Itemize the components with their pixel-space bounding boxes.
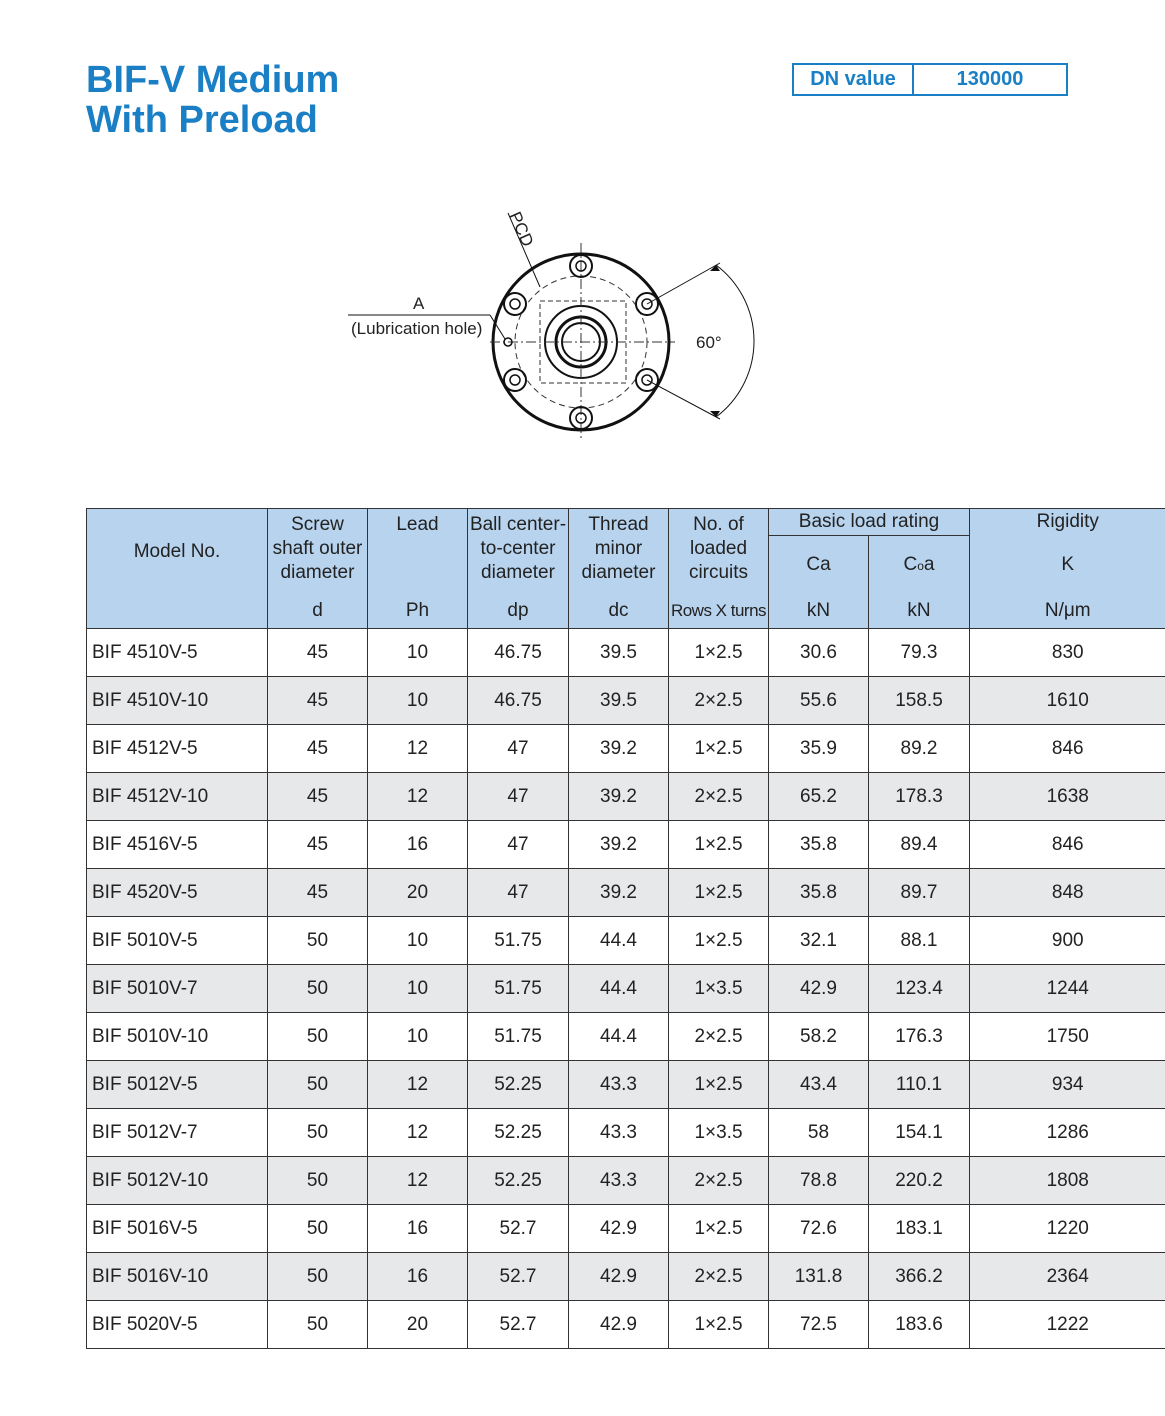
coa-cell: 89.2 <box>869 725 970 773</box>
unit-ca: kN <box>769 594 869 629</box>
coa-cell: 366.2 <box>869 1253 970 1301</box>
rigidity-cell: 1808 <box>970 1157 1165 1205</box>
model-cell: BIF 4510V-10 <box>87 677 268 725</box>
rigidity-cell: 2364 <box>970 1253 1165 1301</box>
angle-leg-lower <box>647 380 720 419</box>
circuits-cell: 1×2.5 <box>669 629 769 677</box>
lead-cell: 16 <box>368 1205 468 1253</box>
shaft-diameter-cell: 45 <box>268 725 368 773</box>
circuits-cell: 2×2.5 <box>669 1253 769 1301</box>
coa-cell: 154.1 <box>869 1109 970 1157</box>
circuits-cell: 2×2.5 <box>669 1013 769 1061</box>
circuits-cell: 1×3.5 <box>669 1109 769 1157</box>
table-row <box>87 821 1165 869</box>
ball-diameter-cell: 52.7 <box>468 1301 569 1349</box>
header-rigidity-k: K <box>970 536 1165 595</box>
circuits-cell: 2×2.5 <box>669 1157 769 1205</box>
unit-dp: dp <box>468 594 569 629</box>
header-thread-diameter: Thread minor diameter <box>569 509 669 595</box>
ball-diameter-cell: 52.7 <box>468 1253 569 1301</box>
coa-cell: 89.7 <box>869 869 970 917</box>
header-lead: Lead <box>368 509 468 595</box>
ca-cell: 32.1 <box>769 917 869 965</box>
header-ca: Ca <box>769 536 869 595</box>
ball-diameter-cell: 51.75 <box>468 965 569 1013</box>
model-cell: BIF 5020V-5 <box>87 1301 268 1349</box>
rigidity-cell: 830 <box>970 629 1165 677</box>
coa-cell: 88.1 <box>869 917 970 965</box>
shaft-diameter-cell: 50 <box>268 1061 368 1109</box>
unit-dc: dc <box>569 594 669 629</box>
ball-diameter-cell: 47 <box>468 725 569 773</box>
lead-cell: 12 <box>368 1157 468 1205</box>
shaft-diameter-cell: 50 <box>268 1205 368 1253</box>
angle-leg-upper <box>647 263 720 304</box>
lubrication-hole-label: (Lubrication hole) <box>351 319 483 338</box>
table-row <box>87 725 1165 773</box>
circuits-cell: 1×2.5 <box>669 821 769 869</box>
ball-diameter-cell: 46.75 <box>468 629 569 677</box>
thread-diameter-cell: 39.2 <box>569 725 669 773</box>
spec-table <box>86 508 1165 1349</box>
shaft-diameter-cell: 50 <box>268 1301 368 1349</box>
bolt-hole-lower-left <box>504 369 526 391</box>
lead-cell: 16 <box>368 821 468 869</box>
ca-cell: 72.6 <box>769 1205 869 1253</box>
table-row <box>87 1013 1165 1061</box>
ball-diameter-cell: 52.25 <box>468 1109 569 1157</box>
shaft-diameter-cell: 50 <box>268 1013 368 1061</box>
model-cell: BIF 4512V-5 <box>87 725 268 773</box>
model-cell: BIF 5012V-10 <box>87 1157 268 1205</box>
table-row <box>87 677 1165 725</box>
ca-cell: 43.4 <box>769 1061 869 1109</box>
table-row <box>87 1205 1165 1253</box>
lead-cell: 12 <box>368 1109 468 1157</box>
unit-coa: kN <box>869 594 970 629</box>
table-row <box>87 869 1165 917</box>
thread-diameter-cell: 44.4 <box>569 917 669 965</box>
shaft-diameter-cell: 50 <box>268 1157 368 1205</box>
table-row <box>87 773 1165 821</box>
ca-cell: 35.8 <box>769 821 869 869</box>
circuits-cell: 1×3.5 <box>669 965 769 1013</box>
thread-diameter-cell: 44.4 <box>569 1013 669 1061</box>
thread-diameter-cell: 39.2 <box>569 821 669 869</box>
model-cell: BIF 4512V-10 <box>87 773 268 821</box>
thread-diameter-cell: 42.9 <box>569 1253 669 1301</box>
unit-d: d <box>268 594 368 629</box>
title-line-1: BIF-V Medium <box>86 59 340 101</box>
model-cell: BIF 4510V-5 <box>87 629 268 677</box>
ca-cell: 35.8 <box>769 869 869 917</box>
circuits-cell: 1×2.5 <box>669 1301 769 1349</box>
header-load-rating: Basic load rating <box>769 509 970 536</box>
ca-cell: 58 <box>769 1109 869 1157</box>
ball-diameter-cell: 51.75 <box>468 917 569 965</box>
shaft-diameter-cell: 50 <box>268 1253 368 1301</box>
header-screw-diameter: Screw shaft outer diameter <box>268 509 368 595</box>
shaft-diameter-cell: 45 <box>268 773 368 821</box>
ca-cell: 72.5 <box>769 1301 869 1349</box>
lead-cell: 10 <box>368 917 468 965</box>
pcd-label: PCD <box>505 208 538 250</box>
coa-cell: 176.3 <box>869 1013 970 1061</box>
table-row <box>87 1109 1165 1157</box>
coa-cell: 79.3 <box>869 629 970 677</box>
a-label: A <box>413 294 425 313</box>
shaft-diameter-cell: 45 <box>268 629 368 677</box>
unit-model <box>87 594 268 629</box>
rigidity-cell: 900 <box>970 917 1165 965</box>
rigidity-cell: 846 <box>970 725 1165 773</box>
rigidity-cell: 848 <box>970 869 1165 917</box>
unit-rows-turns: Rows X turns <box>669 594 769 629</box>
thread-diameter-cell: 39.2 <box>569 869 669 917</box>
circuits-cell: 1×2.5 <box>669 1061 769 1109</box>
lead-cell: 12 <box>368 773 468 821</box>
header-coa: Coa <box>869 536 970 595</box>
thread-diameter-cell: 39.5 <box>569 677 669 725</box>
ball-diameter-cell: 52.7 <box>468 1205 569 1253</box>
lead-cell: 20 <box>368 869 468 917</box>
coa-cell: 220.2 <box>869 1157 970 1205</box>
coa-cell: 183.1 <box>869 1205 970 1253</box>
coa-cell: 89.4 <box>869 821 970 869</box>
table-row <box>87 1301 1165 1349</box>
shaft-diameter-cell: 50 <box>268 965 368 1013</box>
ball-diameter-cell: 52.25 <box>468 1157 569 1205</box>
ball-diameter-cell: 51.75 <box>468 1013 569 1061</box>
header-ball-diameter: Ball center- to-center diameter <box>468 509 569 595</box>
bolt-hole-upper-left <box>504 293 526 315</box>
lead-cell: 10 <box>368 677 468 725</box>
table-row <box>87 629 1165 677</box>
model-cell: BIF 5016V-10 <box>87 1253 268 1301</box>
lead-cell: 16 <box>368 1253 468 1301</box>
ca-cell: 42.9 <box>769 965 869 1013</box>
circuits-cell: 1×2.5 <box>669 869 769 917</box>
circuits-cell: 2×2.5 <box>669 773 769 821</box>
rigidity-cell: 1750 <box>970 1013 1165 1061</box>
header-rigidity: Rigidity <box>970 509 1165 536</box>
ball-diameter-cell: 47 <box>468 773 569 821</box>
shaft-diameter-cell: 45 <box>268 869 368 917</box>
unit-rigidity: N/μm <box>970 594 1165 629</box>
flange-diagram <box>340 205 760 445</box>
ca-cell: 58.2 <box>769 1013 869 1061</box>
ca-cell: 65.2 <box>769 773 869 821</box>
model-cell: BIF 5010V-7 <box>87 965 268 1013</box>
ca-cell: 78.8 <box>769 1157 869 1205</box>
lead-cell: 20 <box>368 1301 468 1349</box>
rigidity-cell: 1610 <box>970 677 1165 725</box>
table-row <box>87 965 1165 1013</box>
circuits-cell: 1×2.5 <box>669 725 769 773</box>
table-row <box>87 1061 1165 1109</box>
table-row <box>87 1253 1165 1301</box>
ca-cell: 35.9 <box>769 725 869 773</box>
shaft-diameter-cell: 50 <box>268 917 368 965</box>
model-cell: BIF 5010V-5 <box>87 917 268 965</box>
thread-diameter-cell: 44.4 <box>569 965 669 1013</box>
shaft-diameter-cell: 45 <box>268 677 368 725</box>
rigidity-cell: 1244 <box>970 965 1165 1013</box>
thread-diameter-cell: 43.3 <box>569 1061 669 1109</box>
ball-diameter-cell: 47 <box>468 869 569 917</box>
rigidity-cell: 1638 <box>970 773 1165 821</box>
unit-ph: Ph <box>368 594 468 629</box>
model-cell: BIF 4520V-5 <box>87 869 268 917</box>
shaft-diameter-cell: 45 <box>268 821 368 869</box>
circuits-cell: 2×2.5 <box>669 677 769 725</box>
shaft-diameter-cell: 50 <box>268 1109 368 1157</box>
flange-drawing <box>340 205 760 445</box>
header-circuits: No. of loaded circuits <box>669 509 769 595</box>
rigidity-cell: 1222 <box>970 1301 1165 1349</box>
lead-cell: 10 <box>368 1013 468 1061</box>
circuits-cell: 1×2.5 <box>669 917 769 965</box>
table-header <box>87 509 1165 629</box>
model-cell: BIF 5012V-5 <box>87 1061 268 1109</box>
table-row <box>87 917 1165 965</box>
model-cell: BIF 5016V-5 <box>87 1205 268 1253</box>
model-cell: BIF 5010V-10 <box>87 1013 268 1061</box>
coa-cell: 123.4 <box>869 965 970 1013</box>
thread-diameter-cell: 42.9 <box>569 1301 669 1349</box>
dn-value-label: DN value <box>794 65 914 94</box>
rigidity-cell: 846 <box>970 821 1165 869</box>
circuits-cell: 1×2.5 <box>669 1205 769 1253</box>
title-line-2: With Preload <box>86 99 318 141</box>
ball-diameter-cell: 46.75 <box>468 677 569 725</box>
angle-label: 60° <box>696 333 722 352</box>
ca-cell: 55.6 <box>769 677 869 725</box>
coa-cell: 158.5 <box>869 677 970 725</box>
header-model: Model No. <box>87 509 268 595</box>
table-row <box>87 1157 1165 1205</box>
ball-diameter-cell: 52.25 <box>468 1061 569 1109</box>
lead-cell: 10 <box>368 629 468 677</box>
rigidity-cell: 1286 <box>970 1109 1165 1157</box>
lead-cell: 12 <box>368 1061 468 1109</box>
coa-cell: 178.3 <box>869 773 970 821</box>
coa-cell: 110.1 <box>869 1061 970 1109</box>
lead-cell: 10 <box>368 965 468 1013</box>
thread-diameter-cell: 42.9 <box>569 1205 669 1253</box>
dn-value-number: 130000 <box>956 68 1024 90</box>
thread-diameter-cell: 39.5 <box>569 629 669 677</box>
thread-diameter-cell: 39.2 <box>569 773 669 821</box>
table-body <box>87 629 1165 1349</box>
ca-cell: 131.8 <box>769 1253 869 1301</box>
ca-cell: 30.6 <box>769 629 869 677</box>
coa-cell: 183.6 <box>869 1301 970 1349</box>
dn-value-box <box>792 63 1068 96</box>
rigidity-cell: 934 <box>970 1061 1165 1109</box>
model-cell: BIF 5012V-7 <box>87 1109 268 1157</box>
model-cell: BIF 4516V-5 <box>87 821 268 869</box>
rigidity-cell: 1220 <box>970 1205 1165 1253</box>
ball-diameter-cell: 47 <box>468 821 569 869</box>
thread-diameter-cell: 43.3 <box>569 1157 669 1205</box>
page-title <box>86 60 339 140</box>
lead-cell: 12 <box>368 725 468 773</box>
thread-diameter-cell: 43.3 <box>569 1109 669 1157</box>
